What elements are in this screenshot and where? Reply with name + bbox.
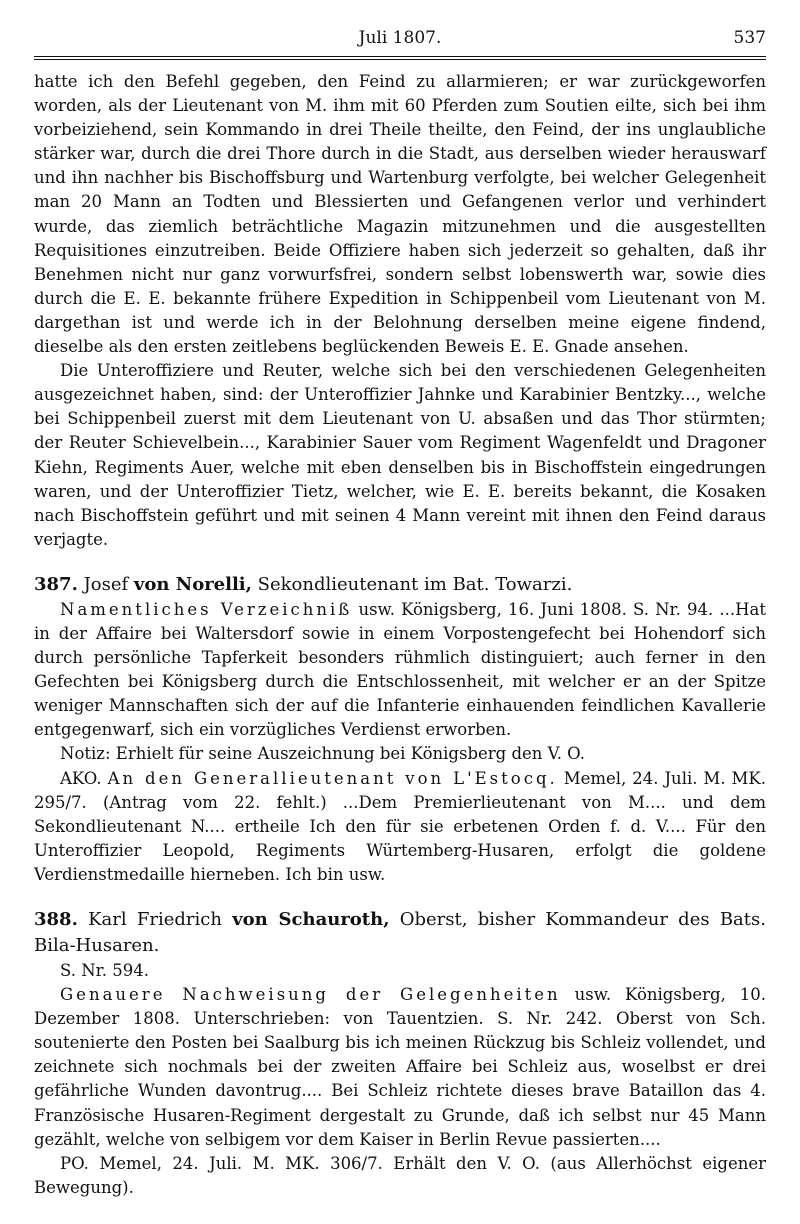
entry-387-paragraph-1: [34, 598, 766, 743]
spaced-title: Namentliches Verzeichniß: [60, 599, 353, 619]
entry-given-name: Josef: [83, 573, 129, 595]
header-rule: [34, 56, 766, 60]
entry-388-heading: [34, 907, 766, 959]
order-abbreviation: AKO.: [60, 768, 102, 788]
entry-388-paragraph-3: PO. Memel, 24. Juli. M. MK. 306/7. Erhält den V. O. (aus Allerhöchst eigener Bewegung).: [34, 1153, 766, 1197]
entry-387-notiz: Notiz: Erhielt für seine Auszeichnung bei Königsberg den V. O.: [60, 744, 585, 764]
entry-387-paragraph-3: [34, 767, 766, 887]
entry-rank: Oberst, bisher Kommandeur des Bats. Bila-Husaren.: [34, 909, 766, 956]
entry-387-heading: [34, 572, 766, 598]
entry-388-reference: S. Nr. 594.: [60, 961, 149, 980]
entry-number: 388.: [34, 909, 78, 930]
entry-surname: von Norelli,: [133, 573, 252, 595]
entry-388-paragraph-2: [34, 983, 766, 1152]
spaced-title: Genauere Nachweisung der Gelegenheiten: [60, 985, 561, 1005]
entry-surname: von Schauroth,: [232, 909, 390, 930]
book-page: [34, 20, 766, 1200]
running-title: Juli 1807.: [358, 28, 442, 48]
paragraph-text: usw. Königsberg, 10. Dezember 1808. Unterschrieben: von Tauentzien. S. Nr. 242. Oberst von Sch. soutenierte den Posten bei Saalburg bis ich meinen Rückzug bis Schleiz vollendet, und zeichnete sich nochmals bei der zweiten Affaire bei Schleiz aus, woselbst er drei gefährliche Wunden davontrug.... Bei Schleiz richtete dieses brave Bataillon das 4. Französische Husaren-Regiment dergestalt zu Grunde, daß ich selbst nur 45 Mann gezählt, welche von selbigem vor dem Kaiser in Berlin Revue passierten....: [34, 985, 767, 1149]
running-header: [34, 20, 766, 50]
entry-number: 387.: [34, 573, 78, 595]
paragraph-text: usw. Königsberg, 16. Juni 1808. S. Nr. 94. ...Hat in der Affaire bei Waltersdorf sowie in einem Vorpostengefecht bei Hohendorf sich durch persönliche Tapferkeit besonders rühmlich distinguiert; auch ferner in den Gefechten bei Königsberg durch die Entschlossenheit, mit welcher er an der Spitze weniger Mannschaften sich der auf die Infanterie einhauenden feindlichen Kavallerie entgegenwarf, sich ein vorzügliches Verdienst erworben.: [34, 599, 766, 740]
page-body: [34, 70, 766, 1200]
intro-paragraph-1: hatte ich den Befehl gegeben, den Feind zu allarmieren; er war zurückgeworfen worden, als der Lieutenant von M. ihm mit 60 Pferden zum Soutien eilte, sich bei ihm vorbeiziehend, sein Kommando in drei Theile theilte, den Feind, der ins unglaubliche stärker war, durch die drei Thore durch in die Stadt, aus derselben wieder herauswarf und ihn nachher bis Bischoffsburg und Wartenburg verfolgte, bei welcher Gelegenheit man 20 Mann an Todten und Blessierten und Gefangenen verlor und verhindert wurde, das ziemlich beträchtliche Magazin mitzunehmen und die ausgestellten Requisitiones einzutreiben. Beide Offiziere haben sich jederzeit so gehalten, daß ihr Benehmen nicht nur ganz vorwurfsfrei, sondern selbst lobenswerth war, sowie dies durch die E. E. bekannte frühere Expedition in Schippenbeil vom Lieutenant von M. dargethan ist und werde ich in der Belohnung derselben meine eigene findend, dieselbe als den ersten zeitlebens beglückenden Beweis E. E. Gnade ansehen.: [34, 72, 766, 357]
paragraph-text: Memel, 24. Juli. M. MK. 295/7. (Antrag vom 22. fehlt.) ...Dem Premierlieutenant von M.... und dem Sekondlieutenant N.... ertheile Ich den für sie erbetenen Orden f. d. V.... Für den Unteroffizier Leopold, Regiments Würtemberg-Husaren, erfolgt die goldene Verdienstmedaille hierneben. Ich bin usw.: [34, 768, 766, 884]
entry-rank: Sekondlieutenant im Bat. Towarzi.: [257, 573, 573, 595]
entry-given-name: Karl Friedrich: [88, 909, 222, 930]
intro-paragraph-2: Die Unteroffiziere und Reuter, welche sich bei den verschiedenen Gelegenheiten ausgezeichnet haben, sind: der Unteroffizier Jahnke und Karabinier Bentzky..., welche bei Schippenbeil zuerst mit dem Lieutenant von U. absaßen und das Thor stürmten; der Reuter Schievelbein..., Karabinier Sauer vom Regiment Wagenfeldt und Dragoner Kiehn, Regiments Auer, welche mit eben denselben bis in Bischoffstein eingedrungen waren, und der Unteroffizier Tietz, welcher, wie E. E. bereits bekannt, die Kosaken nach Bischoffstein geführt und mit seinen 4 Mann vereint mit ihnen den Feind daraus verjagte.: [34, 361, 766, 549]
page-number: 537: [733, 28, 766, 48]
spaced-addressee: An den Generallieutenant von L'Estocq.: [107, 768, 558, 788]
